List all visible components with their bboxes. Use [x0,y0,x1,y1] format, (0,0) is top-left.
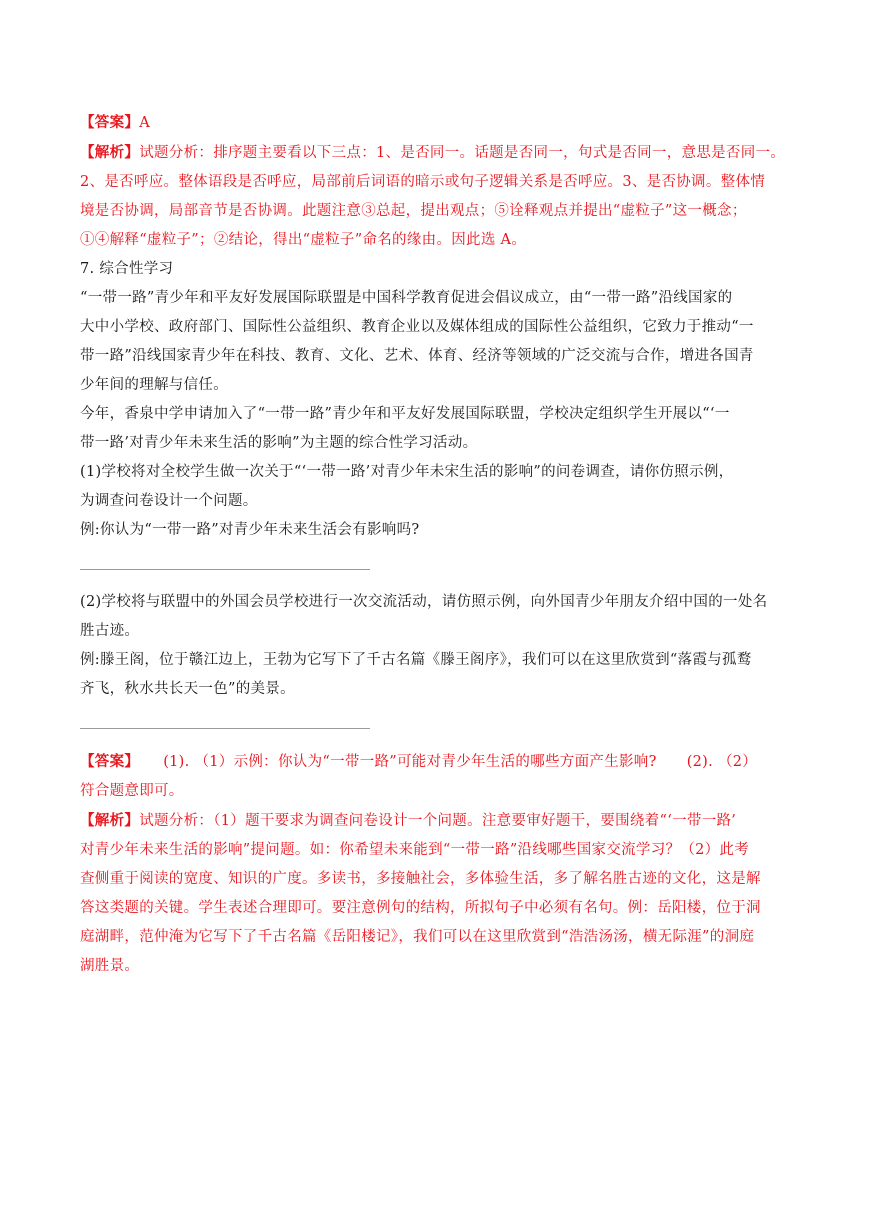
q7-title: 7. 综合性学习 [80,261,174,277]
q7-analysis-line: 答这类题的关键。学生表述合理即可。要注意例句的结构，所拟句子中必须有名句。例：岳阳楼，位于洞 [80,900,761,916]
q7-sub2-example: 例:滕王阁，位于赣江边上，王勃为它写下了千古名篇《滕王阁序》，我们可以在这里欣赏到“落霞与孤鹜 [80,652,752,668]
q7-sub1-example: 例:你认为“一带一路”对青少年未来生活会有影响吗? [80,522,420,538]
answer-part-2: (2). （2） [686,754,758,770]
q7-intro-line: 少年间的理解与信任。 [80,377,228,393]
q7-analysis-line: 庭湖畔，范仲淹为它写下了千古名篇《岳阳楼记》，我们可以在这里欣赏到“浩浩汤汤，横无际涯”的洞庭 [80,929,755,945]
analysis-text: 试题分析：（1）题干要求为调查问卷设计一个问题。注意要审好题干，要围绕着“‘一带一路’ [139,813,737,829]
q6-analysis-line: 2、是否呼应。整体语段是否呼应，局部前后词语的暗示或句子逻辑关系是否呼应。3、是否协调。整体情 [80,174,766,190]
answer-blank-line-1 [80,569,370,570]
q6-analysis-line: 境是否协调，局部音节是否协调。此题注意③总起，提出观点；⑤诠释观点并提出“虚粒子”这一概念； [80,203,747,219]
q7-sub2-line: (2)学校将与联盟中的外国会员学校进行一次交流活动，请仿照示例，向外国青少年朋友介绍中国的一处名 [80,594,768,610]
q7-analysis-line: 湖胜景。 [80,958,140,974]
analysis-text: 试题分析：排序题主要看以下三点：1、是否同一。话题是否同一，句式是否同一，意思是否同一。 [139,145,786,161]
answer-label: 【答案】 [80,753,140,770]
answer-value: A [139,115,150,131]
q7-context-line: 带一路’对青少年未来生活的影响”为主题的综合性学习活动。 [80,435,478,451]
q7-sub2-example: 齐飞，秋水共长天一色”的美景。 [80,681,295,697]
answer-part-1: (1). （1）示例：你认为“一带一路”可能对青少年生活的哪些方面产生影响? [163,754,657,770]
answer-blank-line-2 [80,728,370,729]
document-page [80,108,792,981]
q6-analysis-line: ①④解释“虚粒子”；②结论，得出“虚粒子”命名的缘由。因此选 A。 [80,232,527,248]
q7-context-line: 今年，香泉中学申请加入了“一带一路”青少年和平友好发展国际联盟，学校决定组织学生开展以“‘一 [80,406,730,422]
q7-answer [80,747,792,777]
q7-analysis-line: 对青少年未来生活的影响”提问题。如：你希望未来能到“一带一路”沿线哪些国家交流学习？（2）此考 [80,842,750,858]
answer-label: 【答案】 [80,114,140,131]
q7-analysis-line [80,806,792,836]
q6-analysis-line [80,138,792,168]
analysis-label: 【解析】 [80,812,140,829]
analysis-label: 【解析】 [80,144,140,161]
q7-answer-line: 符合题意即可。 [80,783,184,799]
q7-intro-line: 大中小学校、政府部门、国际性公益组织、教育企业以及媒体组成的国际性公益组织，它致力于推动“一 [80,319,754,335]
q6-answer [80,108,792,138]
q7-intro-line: 带一路”沿线国家青少年在科技、教育、文化、艺术、体育、经济等领域的广泛交流与合作，增进各国青 [80,348,754,364]
q7-intro-line: “一带一路”青少年和平友好发展国际联盟是中国科学教育促进会倡议成立，由“一带一路”沿线国家的 [80,290,733,306]
q7-analysis-line: 查侧重于阅读的宽度、知识的广度。多读书，多接触社会，多体验生活，多了解名胜古迹的文化，这是解 [80,871,761,887]
q7-sub1-line: (1)学校将对全校学生做一次关于“‘一带一路’对青少年未宋生活的影响”的问卷调查，请你仿照示例， [80,464,734,480]
q7-sub2-line: 胜古迹。 [80,623,140,639]
q7-sub1-line: 为调查问卷设计一个问题。 [80,493,258,509]
